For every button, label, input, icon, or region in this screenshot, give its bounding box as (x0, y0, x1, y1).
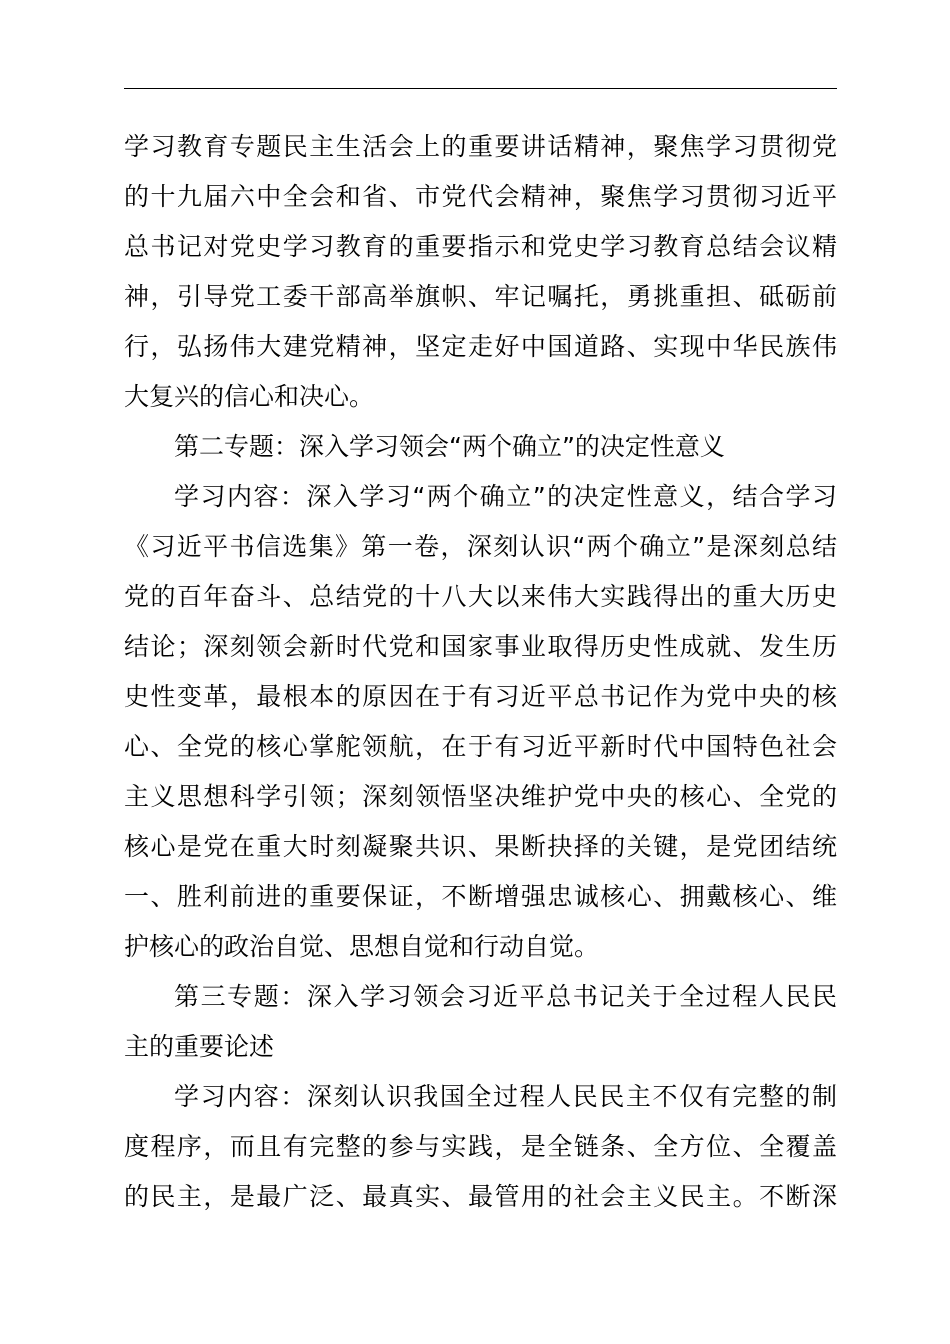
header-rule (124, 88, 837, 89)
text-line: 神，引导党工委干部高举旗帜、牢记嘱托，勇挑重担、砥砺前 (124, 282, 837, 311)
paragraph-end-line: 护核心的政治自觉、思想自觉和行动自觉。 (124, 932, 600, 961)
text-line: 度程序，而且有完整的参与实践，是全链条、全方位、全覆盖 (124, 1132, 837, 1161)
text-line: 的十九届六中全会和省、市党代会精神，聚焦学习贯彻习近平 (124, 182, 837, 211)
text-line: 的民主，是最广泛、最真实、最管用的社会主义民主。不断深 (124, 1182, 837, 1211)
text-line: 党的百年奋斗、总结党的十八大以来伟大实践得出的重大历史 (124, 582, 837, 611)
text-line: 学习教育专题民主生活会上的重要讲话精神，聚焦学习贯彻党 (124, 132, 837, 161)
document-body (124, 122, 837, 1222)
text-line: 行，弘扬伟大建党精神，坚定走好中国道路、实现中华民族伟 (124, 332, 837, 361)
text-line: 结论；深刻领会新时代党和国家事业取得历史性成就、发生历 (124, 632, 837, 661)
text-line: 核心是党在重大时刻凝聚共识、果断抉择的关键，是党团结统 (124, 832, 837, 861)
text-line: 主义思想科学引领；深刻领悟坚决维护党中央的核心、全党的 (124, 782, 837, 811)
paragraph-start-line: 学习内容：深刻认识我国全过程人民民主不仅有完整的制 (174, 1082, 837, 1111)
text-line: 史性变革，最根本的原因在于有习近平总书记作为党中央的核 (124, 682, 837, 711)
paragraph-start-line: 学习内容：深入学习“两个确立”的决定性意义，结合学习 (174, 482, 837, 511)
paragraph-end-line: 大复兴的信心和决心。 (124, 382, 375, 411)
section-heading-2: 第二专题：深入学习领会“两个确立”的决定性意义 (174, 432, 725, 461)
text-line: 一、胜利前进的重要保证，不断增强忠诚核心、拥戴核心、维 (124, 882, 837, 911)
text-line: 《习近平书信选集》第一卷，深刻认识“两个确立”是深刻总结 (124, 532, 837, 561)
text-line: 总书记对党史学习教育的重要指示和党史学习教育总结会议精 (124, 232, 837, 261)
text-line: 心、全党的核心掌舵领航，在于有习近平新时代中国特色社会 (124, 732, 837, 761)
section-heading-3: 第三专题：深入学习领会习近平总书记关于全过程人民民 (174, 982, 837, 1011)
section-heading-3-continued: 主的重要论述 (124, 1032, 275, 1061)
